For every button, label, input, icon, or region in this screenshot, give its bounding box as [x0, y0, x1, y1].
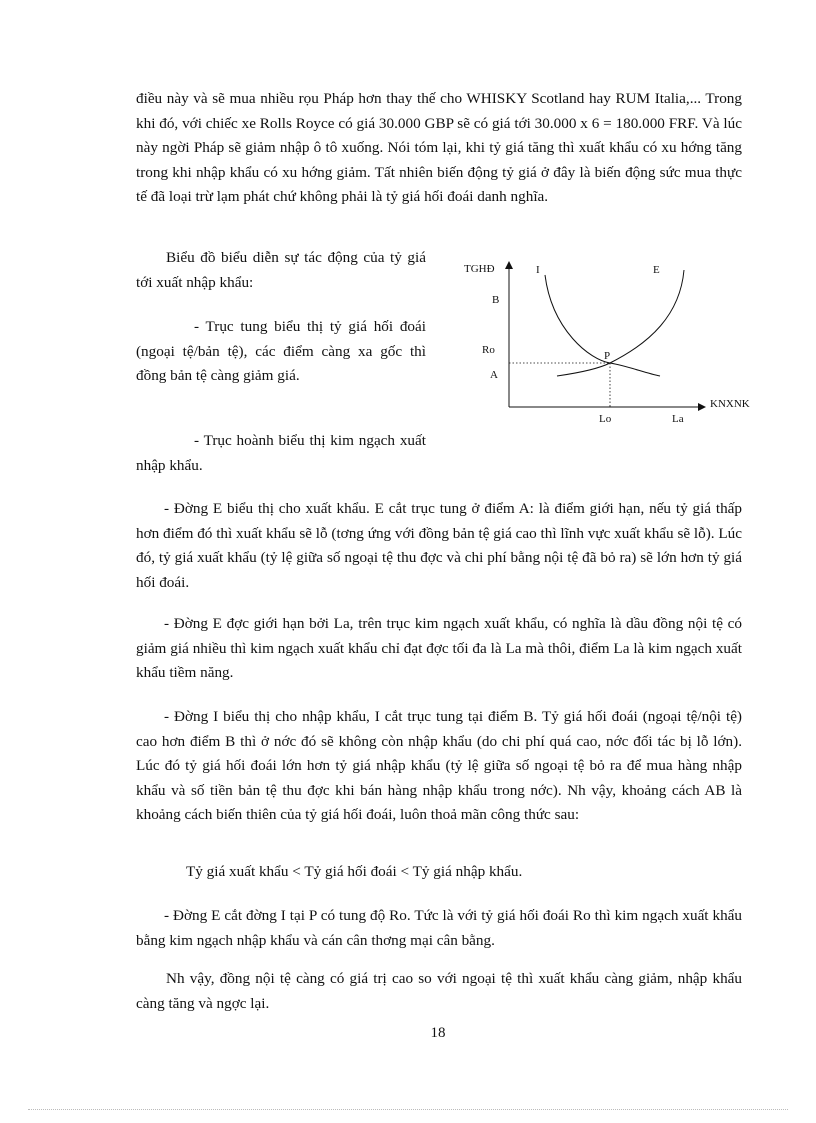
curve-I	[545, 275, 660, 376]
label-E: E	[653, 264, 660, 276]
paragraph-i-line: - Đờng I biểu thị cho nhập khẩu, I cắt trục tung tại điểm B. Tỷ giá hối đoái (ngoại tệ/nội tệ) cao hơn điểm B thì ở nớc đó sẽ không còn nhập khẩu (do chi phí quá cao, nớc đối tác bị lỗ lớn). Lúc đó tỷ giá hối đoái lớn hơn tỷ giá nhập khẩu (tỷ lệ giữa số ngoại tệ bỏ ra để mua hàng nhập khẩu và số tiền bản tệ thu đợc khi bán hàng nhập khẩu trong nớc). Nh vậy, khoảng cách AB là khoảng cách biến thiên của tỷ giá hối đoái, luôn thoả mãn công thức sau:	[136, 708, 742, 824]
paragraph-intersection: - Đờng E cắt đờng I tại P có tung độ Ro. Tức là với tỷ giá hối đoái Ro thì kim ngạch xuất khẩu bằng kim ngạch nhập khẩu và cán cân thơng mại cân bằng.	[136, 907, 742, 949]
label-P: P	[604, 350, 611, 362]
paragraph-conclusion: Nh vậy, đồng nội tệ càng có giá trị cao so với ngoại tệ thì xuất khẩu càng giảm, nhập khẩu càng tăng và ngợc lại.	[136, 970, 742, 1012]
paragraph-e-line: - Đờng E biểu thị cho xuất khẩu. E cắt trục tung ở điểm A: là điểm giới hạn, nếu tỷ giá thấp hơn điểm đó thì xuất khẩu sẽ lỗ (tơng ứng với đồng bản tệ giá cao thì lĩnh vực xuất khẩu sẽ lỗ). Lúc đó, tỷ giá xuất khẩu (tỷ lệ giữa số ngoại tệ thu đợc và chi phí bằng nội tệ đã bỏ ra) sẽ lớn hơn tỷ giá hối đoái.	[136, 500, 742, 591]
paragraph-intro: điều này và sẽ mua nhiều rọu Pháp hơn thay thế cho WHISKY Scotland hay RUM Italia,... Trong khi đó, với chiếc xe Rolls Royce có giá 30.000 GBP sẽ có giá tới 30.000 x 6 = 180.000 FRF. Và lúc này ngời Pháp sẽ giảm nhập ô tô xuống. Nói tóm lại, khi tỷ giá tăng thì xuất khẩu có xu hớng tăng trong khi nhập khẩu có xu hớng giảm. Tất nhiên biến động tỷ giá ở đây là biến động sức mua thực tế đã loại trừ lạm phát chứ không phải là tỷ giá hối đoái danh nghĩa.	[136, 90, 742, 206]
x-label-La: La	[672, 413, 684, 425]
y-label-Ro: Ro	[482, 344, 495, 356]
curve-E	[557, 270, 684, 376]
paragraph-e-limit: - Đờng E đợc giới hạn bởi La, trên trục kim ngạch xuất khẩu, có nghĩa là dầu đồng nội tệ có giảm giá nhiều thì kim ngạch xuất khẩu chỉ đạt đợc tối đa là La mà thôi, điểm La là kim ngạch xuất khẩu tiềm năng.	[136, 615, 742, 682]
exchange-rate-chart	[460, 255, 780, 435]
formula: Tỷ giá xuất khẩu < Tỷ giá hối đoái < Tỷ giá nhập khẩu.	[186, 863, 523, 880]
vertical-axis-description: - Trục tung biểu thị tỷ giá hối đoái (ngoại tệ/bản tệ), các điểm càng xa gốc thì đồng bản tệ càng giảm giá.	[136, 318, 426, 385]
page-number: 18	[430, 1025, 446, 1041]
y-axis-title: TGHĐ	[464, 263, 495, 275]
page-bottom-divider	[28, 1109, 788, 1110]
horizontal-axis-description: - Trục hoành biểu thị kim ngạch xuất nhập khẩu.	[136, 432, 426, 474]
x-label-Lo: Lo	[599, 413, 612, 425]
y-label-B: B	[492, 294, 500, 306]
y-label-A: A	[490, 369, 498, 381]
label-I: I	[536, 264, 540, 276]
chart-intro-text: Biểu đồ biểu diễn sự tác động của tỷ giá tới xuất nhập khẩu:	[136, 249, 426, 291]
x-axis-title: KNXNK	[710, 398, 750, 410]
